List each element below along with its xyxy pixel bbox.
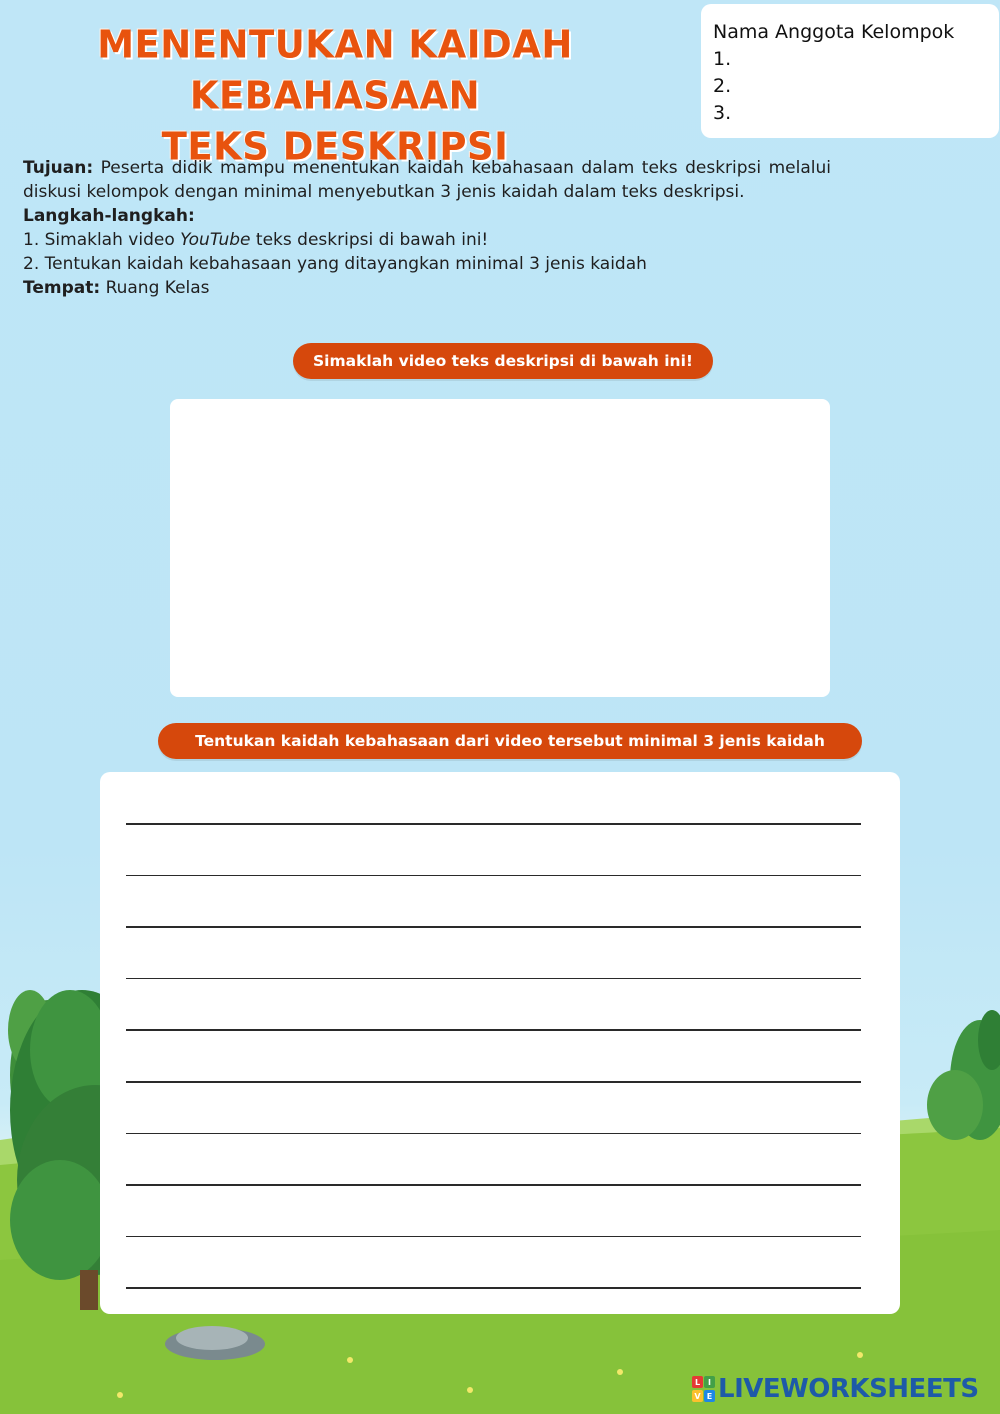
answer-line[interactable] [126, 978, 861, 980]
place-line [23, 276, 831, 300]
answer-line[interactable] [126, 1029, 861, 1031]
video-section-heading: Simaklah video teks deskripsi di bawah ini! [293, 343, 713, 379]
step-2: 2. Tentukan kaidah kebahasaan yang ditayangkan minimal 3 jenis kaidah [23, 254, 647, 274]
members-heading: Nama Anggota Kelompok [713, 21, 955, 43]
worksheet-title [10, 19, 660, 172]
mark-letter: I [708, 1378, 711, 1387]
mark-letter: E [706, 1392, 713, 1401]
answer-line[interactable] [126, 875, 861, 877]
answer-section-heading: Tentukan kaidah kebahasaan dari video tersebut minimal 3 jenis kaidah [158, 723, 862, 759]
mark-letter: V [694, 1392, 701, 1401]
steps-label: Langkah-langkah: [23, 206, 195, 226]
step-1 [23, 228, 831, 252]
answer-box[interactable] [100, 772, 900, 1314]
goal-label: Tujuan: [23, 158, 94, 178]
step-1-youtube: YouTube [180, 230, 251, 250]
group-members-card [701, 4, 999, 138]
instructions [23, 156, 831, 300]
step-1-suffix: teks deskripsi di bawah ini! [250, 230, 489, 250]
answer-line[interactable] [126, 1184, 861, 1186]
answer-line[interactable] [126, 823, 861, 825]
member-number: 3. [713, 102, 732, 124]
answer-line[interactable] [126, 1287, 861, 1289]
goal-paragraph [23, 156, 831, 204]
answer-line[interactable] [126, 926, 861, 928]
goal-text: Peserta didik mampu menentukan kaidah kebahasaan dalam teks deskripsi melalui diskusi kelompok dengan minimal menyebutkan 3 jenis kaidah dalam teks deskripsi. [23, 158, 831, 202]
right-trees [927, 1010, 1000, 1140]
member-number: 1. [713, 48, 732, 70]
video-player-area[interactable] [170, 399, 830, 697]
step-1-prefix: 1. Simaklah video [23, 230, 181, 250]
answer-line[interactable] [126, 1081, 861, 1083]
member-number: 2. [713, 75, 732, 97]
liveworksheets-mark-icon [692, 1374, 716, 1404]
mark-letter: L [694, 1378, 701, 1387]
place-label: Tempat: [23, 278, 101, 298]
liveworksheets-logo [692, 1372, 992, 1406]
answer-line[interactable] [126, 1133, 861, 1135]
title-line-2: TEKS DESKRIPSI [161, 124, 509, 169]
place-text: Ruang Kelas [105, 278, 210, 298]
answer-line[interactable] [126, 1236, 861, 1238]
title-line-1: MENENTUKAN KAIDAH KEBAHASAAN [97, 22, 573, 118]
liveworksheets-wordmark: LIVEWORKSHEETS [718, 1374, 979, 1404]
